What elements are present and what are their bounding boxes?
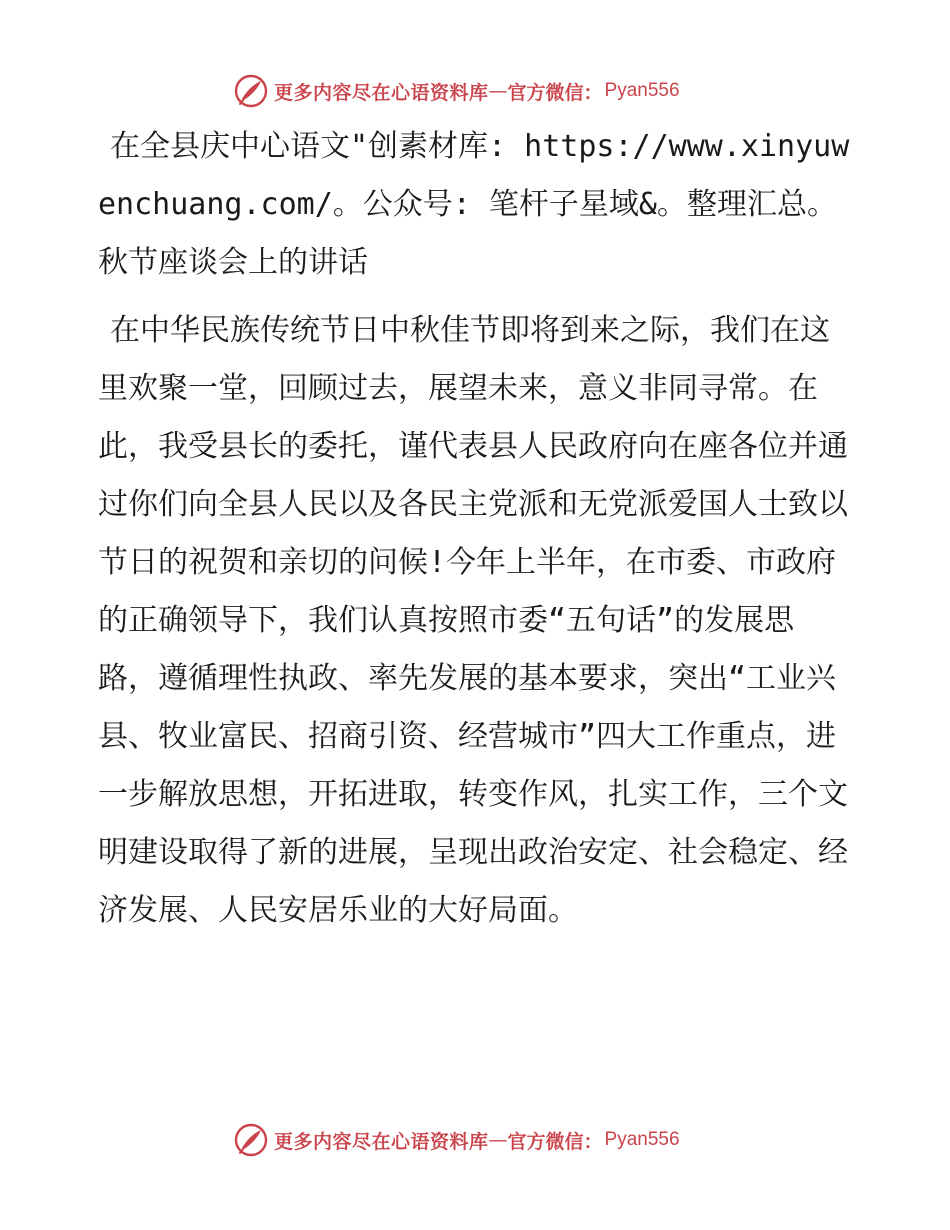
footer-banner xyxy=(234,1120,680,1160)
banner-dash: — xyxy=(488,80,508,102)
title-paragraph: 在全县庆中心语文"创素材库: https://www.xinyuwenchuang.com/。公众号: 笔杆子星域&。整理汇总。秋节座谈会上的讲话 xyxy=(98,129,850,280)
banner-wechat-label: 官方微信： xyxy=(507,81,603,104)
quill-logo-icon xyxy=(234,74,268,108)
document-body xyxy=(98,118,850,940)
banner-wechat-id: Pyan556 xyxy=(604,80,680,101)
body-paragraph: 在中华民族传统节日中秋佳节即将到来之际，我们在这里欢聚一堂，回顾过去，展望未来，意义非同寻常。在此，我受县长的委托，谨代表县人民政府向在座各位并通过你们向全县人民以及各民主党派和无党派爱国人士致以节日的祝贺和亲切的问候!今年上半年，在市委、市政府的正确领导下，我们认真按照市委“五句话”的发展思路，遵循理性执政、率先发展的基本要求，突出“工业兴县、牧业富民、招商引资、经营城市”四大工作重点，进一步解放思想，开拓进取，转变作风，扎实工作，三个文明建设取得了新的进展，呈现出政治安定、社会稳定、经济发展、人民安居乐业的大好局面。 xyxy=(98,313,848,928)
header-banner xyxy=(234,71,680,111)
quill-logo-icon xyxy=(234,1123,268,1157)
banner-wechat-id: Pyan556 xyxy=(604,1129,680,1150)
banner-wechat-label: 官方微信： xyxy=(507,1130,603,1153)
banner-promo-text: 更多内容尽在心语资料库 xyxy=(274,1130,489,1153)
banner-promo-text: 更多内容尽在心语资料库 xyxy=(274,81,489,104)
banner-dash: — xyxy=(488,1129,508,1151)
